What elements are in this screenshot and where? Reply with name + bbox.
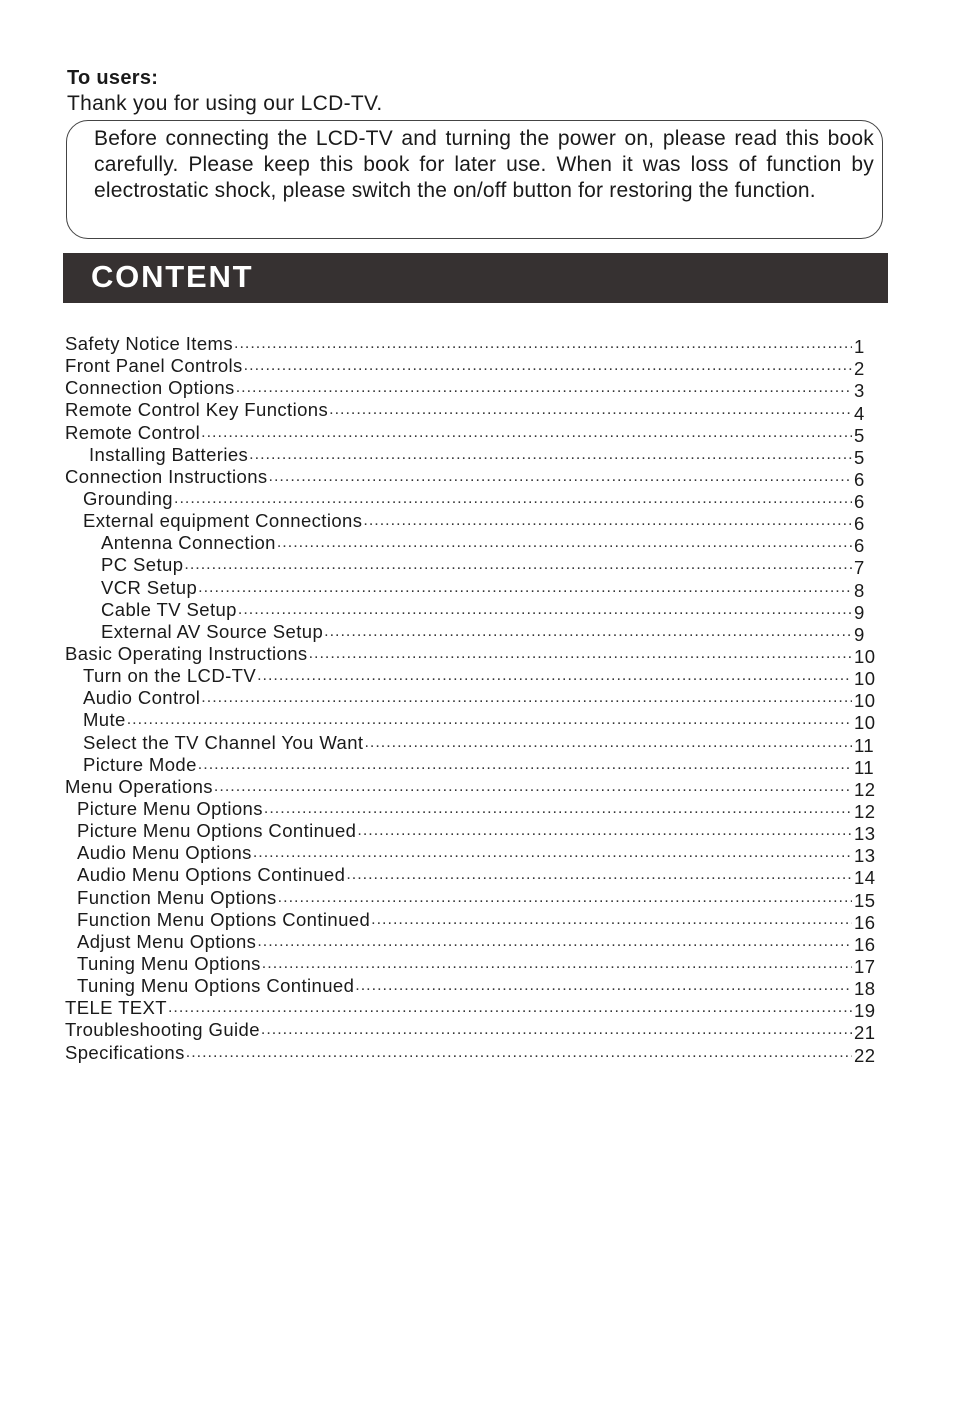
toc-entry-page: 1 (854, 336, 865, 358)
toc-dot-leader (244, 355, 852, 377)
toc-entry-label: TELE TEXT (65, 997, 167, 1019)
toc-entry (0, 621, 880, 643)
toc-dot-leader (174, 488, 852, 510)
toc-entry-label: Audio Menu Options (77, 842, 252, 864)
toc-entry-label: VCR Setup (101, 576, 198, 598)
toc-entry-label: Specifications (65, 1041, 185, 1063)
toc-entry-label: Select the TV Channel You Want (83, 731, 364, 753)
toc-dot-leader (168, 997, 852, 1019)
toc-entry-label: Installing Batteries (89, 443, 249, 465)
toc-dot-leader (364, 732, 852, 754)
toc-dot-leader (236, 377, 852, 399)
toc-entry-label: Adjust Menu Options (77, 930, 257, 952)
toc-entry (0, 377, 880, 402)
toc-entry (0, 864, 880, 889)
toc-entry-page: 10 (854, 712, 876, 734)
toc-entry-label: External AV Source Setup (101, 620, 324, 642)
toc-entry-label: PC Setup (101, 554, 184, 576)
toc-entry-label: Tuning Menu Options Continued (77, 975, 355, 997)
toc-entry (0, 355, 880, 380)
toc-dot-leader (324, 621, 852, 643)
toc-entry (0, 643, 880, 668)
toc-entry-label: Front Panel Controls (65, 355, 243, 377)
toc-entry (0, 665, 880, 690)
content-banner (63, 253, 888, 303)
toc-entry (0, 1042, 880, 1064)
toc-entry-page: 9 (854, 623, 865, 645)
toc-dot-leader (277, 532, 852, 554)
toc-entry (0, 887, 880, 909)
toc-dot-leader (261, 1019, 852, 1041)
toc-dot-leader (249, 444, 852, 466)
toc-dot-leader (264, 798, 852, 820)
toc-dot-leader (357, 820, 852, 842)
toc-entry (0, 399, 880, 424)
toc-entry-page: 6 (854, 513, 865, 535)
toc-entry-page: 21 (854, 1022, 876, 1044)
toc-dot-leader (201, 422, 852, 444)
toc-entry (0, 687, 880, 712)
toc-entry (0, 444, 880, 466)
toc-entry (0, 577, 880, 599)
toc-entry (0, 820, 880, 845)
toc-entry-label: Menu Operations (65, 775, 213, 797)
toc-entry-page: 5 (854, 424, 865, 446)
toc-entry-page: 10 (854, 690, 876, 712)
toc-dot-leader (253, 842, 852, 864)
toc-entry-page: 4 (854, 402, 865, 424)
content-title: CONTENT (91, 259, 254, 294)
toc-entry-page: 6 (854, 491, 865, 513)
toc-entry-label: Cable TV Setup (101, 598, 237, 620)
toc-entry (0, 909, 880, 931)
toc-entry-page: 22 (854, 1044, 876, 1066)
toc-entry-page: 10 (854, 646, 876, 668)
toc-dot-leader (184, 554, 852, 576)
toc-entry (0, 532, 880, 557)
toc-entry (0, 732, 880, 754)
notice-box (66, 120, 883, 239)
toc-dot-leader (214, 776, 852, 798)
toc-dot-leader (346, 864, 852, 886)
toc-entry-page: 13 (854, 845, 876, 867)
toc-entry-page: 15 (854, 889, 876, 911)
toc-dot-leader (198, 577, 852, 599)
toc-entry (0, 466, 880, 488)
toc-entry-label: Remote Control (65, 421, 201, 443)
notice-text: Before connecting the LCD-TV and turning the power on, please read this book carefully. Please keep this book for later use. When it was loss of function by electrostatic shock, please switch the on/off button for restoring the function. (94, 127, 874, 202)
toc-entry-label: Function Menu Options (77, 886, 277, 908)
toc-dot-leader (329, 399, 852, 421)
toc-entry-page: 18 (854, 978, 876, 1000)
toc-entry-label: External equipment Connections (83, 510, 363, 532)
toc-dot-leader (278, 887, 852, 909)
toc-entry-page: 3 (854, 380, 865, 402)
toc-entry (0, 333, 880, 358)
toc-dot-leader (238, 599, 852, 621)
toc-dot-leader (234, 333, 852, 355)
toc-entry-label: Turn on the LCD-TV (83, 665, 257, 687)
toc-entry-label: Picture Menu Options (77, 798, 263, 820)
toc-entry-page: 11 (854, 734, 875, 756)
toc-entry-page: 7 (854, 557, 865, 579)
toc-entry (0, 798, 880, 823)
toc-dot-leader (269, 466, 852, 488)
table-of-contents (0, 333, 954, 1064)
toc-entry (0, 554, 880, 579)
thanks-line: Thank you for using our LCD-TV. (67, 92, 383, 115)
toc-dot-leader (309, 643, 852, 665)
toc-entry-label: Antenna Connection (101, 532, 276, 554)
toc-entry-label: Grounding (83, 488, 173, 510)
toc-entry-label: Function Menu Options Continued (77, 908, 371, 930)
toc-entry-label: Connection Instructions (65, 465, 268, 487)
toc-entry-page: 10 (854, 668, 876, 690)
toc-entry-page: 12 (854, 778, 876, 800)
toc-entry-label: Troubleshooting Guide (65, 1019, 260, 1041)
toc-entry (0, 953, 880, 978)
toc-entry-page: 5 (854, 446, 865, 468)
toc-entry-page: 16 (854, 933, 876, 955)
toc-entry-page: 12 (854, 801, 876, 823)
toc-entry-label: Picture Mode (83, 753, 197, 775)
toc-entry-label: Remote Control Key Functions (65, 399, 329, 421)
toc-entry (0, 975, 880, 1000)
toc-entry-label: Tuning Menu Options (77, 953, 261, 974)
toc-entry (0, 510, 880, 535)
toc-entry-page: 6 (854, 535, 865, 557)
toc-entry (0, 1019, 880, 1044)
toc-entry-label: Connection Options (65, 377, 235, 399)
toc-entry (0, 931, 880, 953)
toc-dot-leader (371, 909, 852, 931)
toc-entry (0, 599, 880, 621)
toc-entry-page: 9 (854, 601, 865, 623)
toc-entry (0, 997, 880, 1022)
toc-dot-leader (257, 665, 852, 687)
toc-dot-leader (127, 709, 852, 731)
toc-entry (0, 709, 880, 734)
toc-entry (0, 422, 880, 444)
toc-entry-page: 19 (854, 1000, 876, 1022)
toc-entry-page: 13 (854, 823, 876, 845)
toc-dot-leader (355, 975, 852, 997)
toc-entry (0, 842, 880, 867)
toc-entry-page: 17 (854, 956, 876, 978)
toc-entry-page: 16 (854, 911, 876, 933)
toc-dot-leader (201, 687, 852, 709)
to-users-heading: To users: (67, 67, 159, 89)
toc-entry-label: Safety Notice Items (65, 333, 233, 355)
toc-entry (0, 488, 880, 513)
toc-entry-page: 6 (854, 468, 865, 490)
toc-entry-label: Basic Operating Instructions (65, 643, 308, 665)
toc-entry-label: Audio Menu Options Continued (77, 864, 346, 886)
toc-entry-label: Mute (83, 709, 126, 731)
toc-entry-page: 8 (854, 579, 865, 601)
toc-entry (0, 776, 880, 798)
toc-entry-label: Picture Menu Options Continued (77, 820, 357, 842)
toc-entry-label: Audio Control (83, 687, 201, 709)
toc-dot-leader (363, 510, 852, 532)
toc-entry-page: 11 (854, 756, 875, 778)
toc-entry-page: 14 (854, 867, 876, 889)
toc-entry (0, 754, 880, 776)
toc-dot-leader (262, 953, 852, 975)
toc-dot-leader (186, 1042, 852, 1064)
toc-dot-leader (257, 931, 852, 953)
toc-entry-page: 2 (854, 358, 865, 380)
toc-dot-leader (198, 754, 852, 776)
